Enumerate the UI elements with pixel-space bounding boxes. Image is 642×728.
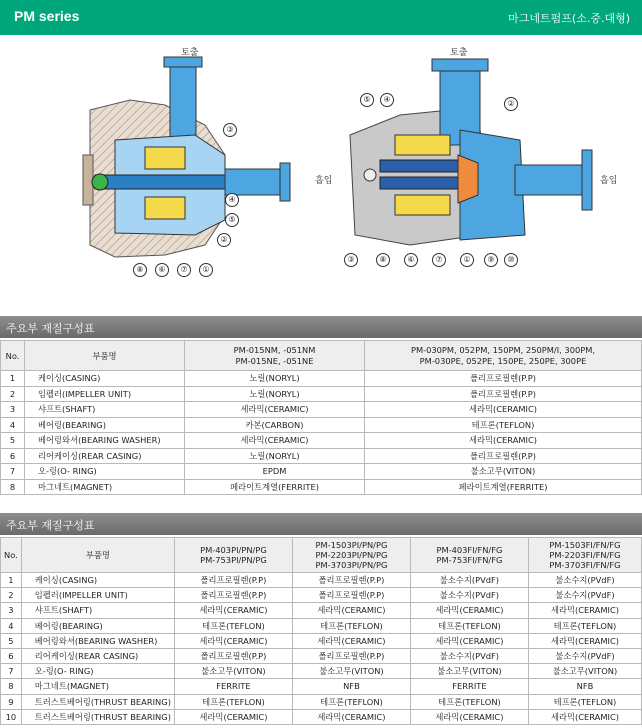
row-number: 3 — [1, 402, 25, 418]
part-name: 샤프트(SHAFT) — [25, 402, 185, 418]
table-row — [1, 633, 642, 648]
material-cell: 세라믹(CERAMIC) — [528, 633, 641, 648]
callout-3-large: ③ — [344, 253, 358, 267]
table-row — [1, 402, 642, 418]
callout-2-small: ② — [217, 233, 231, 247]
material-cell: 테프론(TEFLON) — [292, 694, 410, 709]
material-cell: 세라믹(CERAMIC) — [174, 603, 292, 618]
section-bar-2 — [0, 513, 642, 535]
row-number: 6 — [1, 448, 25, 464]
callout-4-small: ④ — [225, 193, 239, 207]
material-cell: NFB — [528, 679, 641, 694]
part-name: 베어링(BEARING) — [25, 417, 185, 433]
header-model-b: PM-1503PI/PN/PG PM-2203PI/PN/PG PM-3703PI/PN/PG — [292, 538, 410, 573]
callout-6-large: ⑥ — [404, 253, 418, 267]
material-cell: 테프론(TEFLON) — [410, 694, 528, 709]
material-cell: 노릴(NORYL) — [185, 371, 365, 387]
part-name: 임펠러(IMPELLER UNIT) — [25, 386, 185, 402]
material-cell: 세라믹(CERAMIC) — [185, 433, 365, 449]
table-header-row — [1, 538, 642, 573]
material-cell: 테프론(TEFLON) — [410, 618, 528, 633]
table-row — [1, 618, 642, 633]
callout-1-large: ① — [460, 253, 474, 267]
callout-7-large: ⑦ — [432, 253, 446, 267]
material-cell: 불소고무(VITON) — [365, 464, 642, 480]
part-name: 트러스트베어링(THRUST BEARING) — [21, 694, 174, 709]
table-row — [1, 679, 642, 694]
material-cell: 세라믹(CERAMIC) — [292, 603, 410, 618]
material-cell: 테프론(TEFLON) — [528, 694, 641, 709]
table-row — [1, 709, 642, 724]
material-cell: 불소수지(PVdF) — [528, 648, 641, 663]
material-cell: 노릴(NORYL) — [185, 448, 365, 464]
material-cell: 페라이트계열(FERRITE) — [185, 479, 365, 495]
page-title: PM series — [14, 8, 80, 24]
material-cell: 세라믹(CERAMIC) — [185, 402, 365, 418]
header-part: 부품명 — [21, 538, 174, 573]
row-number: 1 — [1, 573, 22, 588]
header-model-a: PM-403PI/PN/PG PM-753PI/PN/PG — [174, 538, 292, 573]
part-name: 케이싱(CASING) — [21, 573, 174, 588]
row-number: 2 — [1, 588, 22, 603]
part-name: 리어케이싱(REAR CASING) — [21, 648, 174, 663]
part-name: 베어링와셔(BEARING WASHER) — [21, 633, 174, 648]
callout-8-large: ⑧ — [376, 253, 390, 267]
material-cell: 불소수지(PVdF) — [410, 588, 528, 603]
callout-3-small: ③ — [223, 123, 237, 137]
material-cell: FERRITE — [410, 679, 528, 694]
section-bar-1 — [0, 316, 642, 338]
row-number: 9 — [1, 694, 22, 709]
pump-cross-section-large — [320, 45, 640, 285]
callout-9-large: ⑨ — [484, 253, 498, 267]
section-title-1: 주요부 재질구성표 — [6, 322, 95, 335]
material-cell: 세라믹(CERAMIC) — [528, 603, 641, 618]
material-cell: 불소고무(VITON) — [528, 664, 641, 679]
section-title-2: 주요부 재질구성표 — [6, 519, 95, 532]
material-cell: FERRITE — [174, 679, 292, 694]
material-cell: 카본(CARBON) — [185, 417, 365, 433]
row-number: 4 — [1, 618, 22, 633]
part-name: 샤프트(SHAFT) — [21, 603, 174, 618]
callout-8-small: ⑧ — [133, 263, 147, 277]
table-row — [1, 603, 642, 618]
material-table-1 — [0, 340, 642, 495]
material-cell: 테프론(TEFLON) — [365, 417, 642, 433]
row-number: 3 — [1, 603, 22, 618]
row-number: 8 — [1, 479, 25, 495]
material-cell: 테프론(TEFLON) — [528, 618, 641, 633]
callout-5-large: ⑤ — [360, 93, 374, 107]
material-cell: 불소수지(PVdF) — [528, 588, 641, 603]
callout-2-large: ② — [504, 97, 518, 111]
table-row — [1, 694, 642, 709]
table-row — [1, 664, 642, 679]
part-name: 리어케이싱(REAR CASING) — [25, 448, 185, 464]
material-cell: 폴리프로필렌(P.P) — [292, 648, 410, 663]
material-cell: 세라믹(CERAMIC) — [410, 603, 528, 618]
part-name: 마그네트(MAGNET) — [21, 679, 174, 694]
table-row — [1, 588, 642, 603]
material-cell: 테프론(TEFLON) — [174, 618, 292, 633]
callout-6-small: ⑥ — [155, 263, 169, 277]
callout-1-small: ① — [199, 263, 213, 277]
table-row — [1, 417, 642, 433]
row-number: 6 — [1, 648, 22, 663]
callout-5-small: ⑤ — [225, 213, 239, 227]
material-cell: 페라이트계열(FERRITE) — [365, 479, 642, 495]
table-row — [1, 479, 642, 495]
material-cell: 테프론(TEFLON) — [292, 618, 410, 633]
row-number: 7 — [1, 664, 22, 679]
material-cell: 테프론(TEFLON) — [174, 694, 292, 709]
callout-10-large: ⑩ — [504, 253, 518, 267]
row-number: 8 — [1, 679, 22, 694]
material-cell: EPDM — [185, 464, 365, 480]
row-number: 1 — [1, 371, 25, 387]
outlet-label-large: 토출 — [450, 48, 468, 58]
table-header-row — [1, 341, 642, 371]
header-no: No. — [1, 341, 25, 371]
inlet-label-small: 흡입 — [315, 176, 333, 186]
row-number: 7 — [1, 464, 25, 480]
material-cell: 세라믹(CERAMIC) — [174, 633, 292, 648]
material-cell: NFB — [292, 679, 410, 694]
material-cell: 불소수지(PVdF) — [410, 648, 528, 663]
material-cell: 폴리프로필렌(P.P) — [174, 573, 292, 588]
material-cell: 세라믹(CERAMIC) — [410, 709, 528, 724]
material-cell: 불소고무(VITON) — [292, 664, 410, 679]
material-cell: 폴리프로필렌(P.P) — [292, 573, 410, 588]
header-part: 부품명 — [25, 341, 185, 371]
material-cell: 폴리프로필렌(P.P) — [365, 448, 642, 464]
material-table-2 — [0, 537, 642, 725]
part-name: 마그네트(MAGNET) — [25, 479, 185, 495]
pump-diagram-large — [320, 45, 640, 285]
table-row — [1, 573, 642, 588]
header-model-a: PM-015NM, -051NM PM-015NE, -051NE — [185, 341, 365, 371]
material-cell: 세라믹(CERAMIC) — [292, 709, 410, 724]
row-number: 10 — [1, 709, 22, 724]
part-name: 베어링(BEARING) — [21, 618, 174, 633]
material-cell: 불소고무(VITON) — [174, 664, 292, 679]
row-number: 5 — [1, 633, 22, 648]
material-cell: 불소고무(VITON) — [410, 664, 528, 679]
part-name: 오-링(O- RING) — [25, 464, 185, 480]
header-model-b: PM-030PM, 052PM, 150PM, 250PM/I, 300PM, PM-030PE, 052PE, 150PE, 250PE, 300PE — [365, 341, 642, 371]
material-cell: 폴리프로필렌(P.P) — [365, 386, 642, 402]
part-name: 트러스트베어링(THRUST BEARING) — [21, 709, 174, 724]
material-cell: 불소수지(PVdF) — [528, 573, 641, 588]
header-model-c: PM-403FI/FN/FG PM-753FI/FN/FG — [410, 538, 528, 573]
material-cell: 세라믹(CERAMIC) — [174, 709, 292, 724]
part-name: 베어링와셔(BEARING WASHER) — [25, 433, 185, 449]
header-no: No. — [1, 538, 22, 573]
page-subtitle: 마그네트펌프(소.중.대형) — [508, 12, 630, 25]
part-name: 케이싱(CASING) — [25, 371, 185, 387]
material-cell: 세라믹(CERAMIC) — [292, 633, 410, 648]
part-name: 임펠러(IMPELLER UNIT) — [21, 588, 174, 603]
material-cell: 세라믹(CERAMIC) — [365, 402, 642, 418]
material-cell: 세라믹(CERAMIC) — [528, 709, 641, 724]
material-cell: 폴리프로필렌(P.P) — [174, 648, 292, 663]
header-model-d: PM-1503FI/FN/FG PM-2203FI/FN/FG PM-3703FI/FN/FG — [528, 538, 641, 573]
row-number: 5 — [1, 433, 25, 449]
part-name: 오-링(O- RING) — [21, 664, 174, 679]
material-cell: 세라믹(CERAMIC) — [410, 633, 528, 648]
table-row — [1, 448, 642, 464]
table-row — [1, 433, 642, 449]
row-number: 4 — [1, 417, 25, 433]
material-cell: 노릴(NORYL) — [185, 386, 365, 402]
material-cell: 폴리프로필렌(P.P) — [174, 588, 292, 603]
table-row — [1, 648, 642, 663]
inlet-label-large: 흡입 — [600, 176, 618, 186]
material-cell: 불소수지(PVdF) — [410, 573, 528, 588]
table-row — [1, 386, 642, 402]
table-row — [1, 371, 642, 387]
table-row — [1, 464, 642, 480]
outlet-label-small: 토출 — [181, 48, 199, 58]
page-header — [0, 0, 642, 35]
material-cell: 세라믹(CERAMIC) — [365, 433, 642, 449]
material-cell: 폴리프로필렌(P.P) — [292, 588, 410, 603]
callout-7-small: ⑦ — [177, 263, 191, 277]
material-cell: 폴리프로필렌(P.P) — [365, 371, 642, 387]
callout-4-large: ④ — [380, 93, 394, 107]
row-number: 2 — [1, 386, 25, 402]
